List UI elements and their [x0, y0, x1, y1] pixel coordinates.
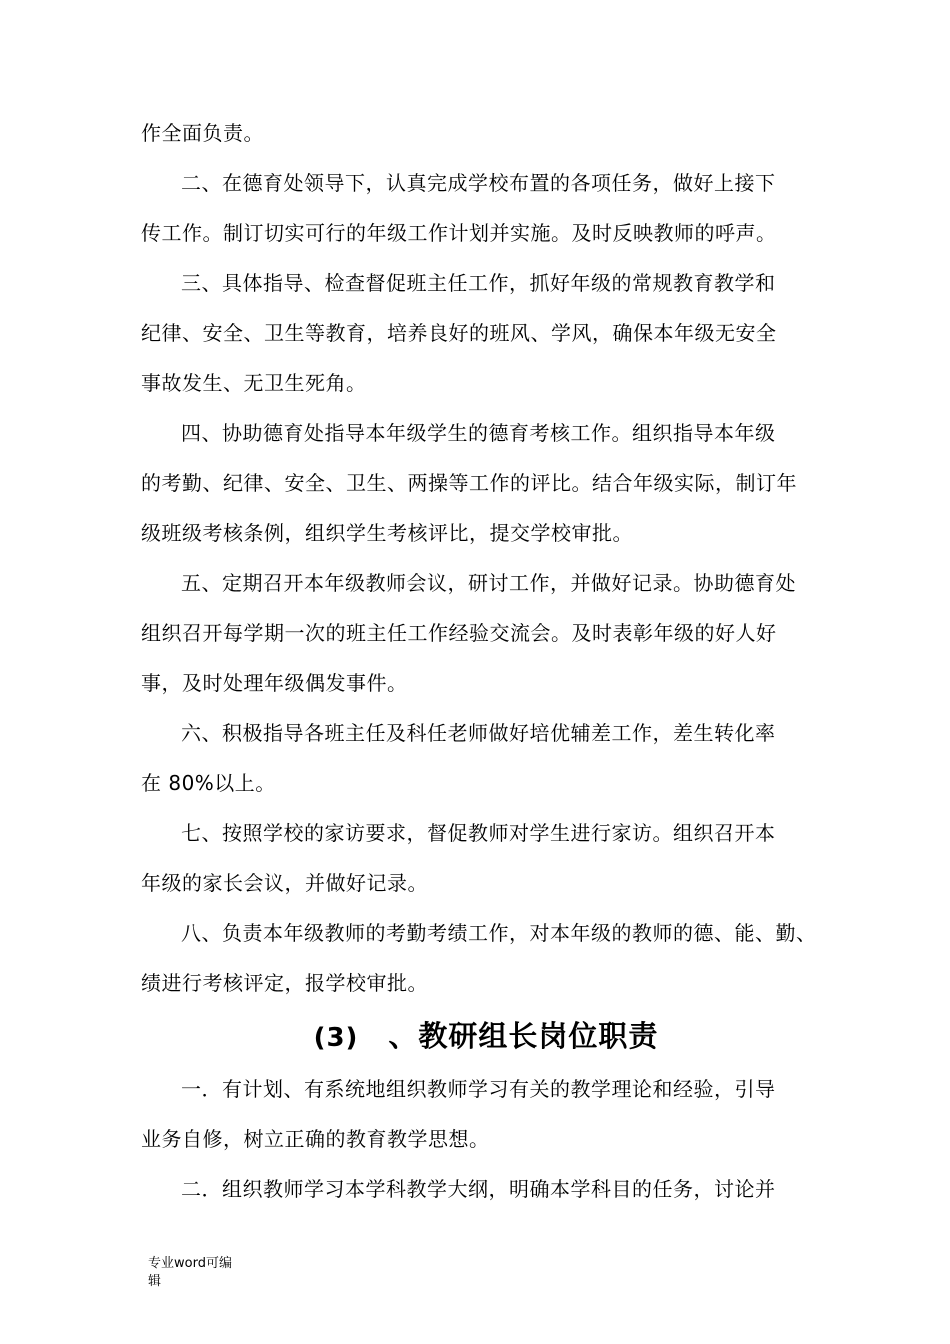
paragraph-line: 一．有计划、有系统地组织教师学习有关的教学理论和经验，引导 [181, 1077, 776, 1101]
section-heading [141, 1008, 831, 1064]
paragraph-line: 二、在德育处领导下，认真完成学校布置的各项任务，做好上接下 [181, 171, 776, 195]
paragraph-line: 三、具体指导、检查督促班主任工作，抓好年级的常规教育教学和 [181, 271, 776, 295]
paragraph-line: 四、协助德育处指导本年级学生的德育考核工作。组织指导本年级 [181, 421, 776, 445]
paragraph-line: 五、定期召开本年级教师会议，研讨工作，并做好记录。协助德育处 [181, 571, 796, 595]
paragraph-line: 传工作。制订切实可行的年级工作计划并实施。及时反映教师的呼声。 [141, 221, 777, 245]
paragraph-line: 八、负责本年级教师的考勤考绩工作，对本年级的教师的德、能、勤、 [181, 921, 817, 945]
page-footer [148, 1255, 248, 1291]
paragraph-line: 作全面负责。 [141, 121, 264, 145]
paragraph-line: 事故发生、无卫生死角。 [141, 371, 367, 395]
paragraph-line: 绩进行考核评定，报学校审批。 [141, 971, 428, 995]
section-number: (3) [313, 1023, 359, 1053]
paragraph-line: 的考勤、纪律、安全、卫生、两操等工作的评比。结合年级实际，制订年 [141, 471, 797, 495]
paragraph-line: 级班级考核条例，组织学生考核评比，提交学校审批。 [141, 521, 633, 545]
section-title: 、教研组长岗位职责 [388, 1019, 659, 1053]
document-body [141, 108, 831, 1214]
paragraph-line: 在 80%以上。 [141, 771, 276, 795]
paragraph-line: 事，及时处理年级偶发事件。 [141, 671, 408, 695]
paragraph-line: 组织召开每学期一次的班主任工作经验交流会。及时表彰年级的好人好 [141, 621, 777, 645]
footer-line: 专业word可编 [148, 1256, 232, 1271]
paragraph-line: 七、按照学校的家访要求，督促教师对学生进行家访。组织召开本 [181, 821, 776, 845]
paragraph-line: 二．组织教师学习本学科教学大纲，明确本学科目的任务，讨论并 [181, 1177, 776, 1201]
paragraph-line: 业务自修，树立正确的教育教学思想。 [141, 1127, 490, 1151]
footer-line: 辑 [148, 1274, 162, 1289]
paragraph-line: 六、积极指导各班主任及科任老师做好培优辅差工作，差生转化率 [181, 721, 776, 745]
paragraph-line: 年级的家长会议，并做好记录。 [141, 871, 428, 895]
paragraph-line: 纪律、安全、卫生等教育，培养良好的班风、学风，确保本年级无安全 [141, 321, 777, 345]
